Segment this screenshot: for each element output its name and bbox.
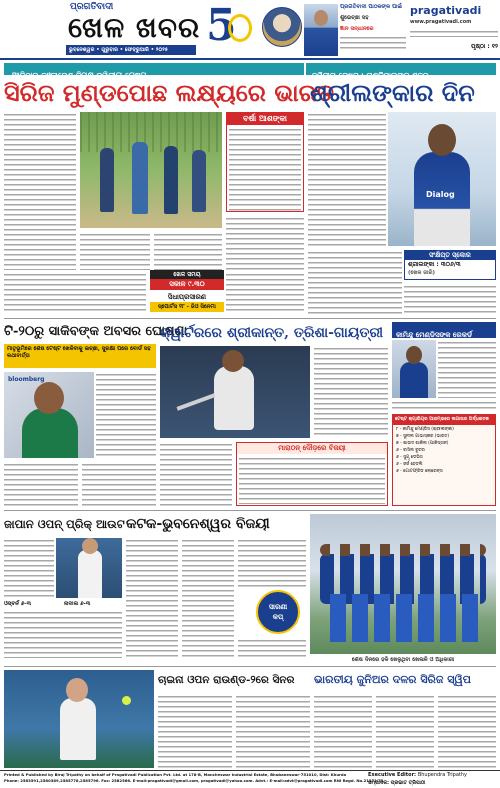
japan-body-col1 (4, 538, 54, 598)
cuttack-body-col3 (238, 538, 306, 588)
quote-box-copy (239, 456, 385, 504)
social-icons-strip (410, 29, 498, 37)
japan-player-head (82, 538, 98, 554)
japan-fixture2: ନାଦାଲ ୬-୩ (64, 601, 91, 607)
test-body-col4 (226, 216, 304, 270)
headline-record: କାମିନ୍ଦୁ ମେଣ୍ଡିସଙ୍କ ରେକର୍ଡ (396, 331, 473, 339)
test-body-col5 (4, 272, 146, 314)
divider-row3 (4, 666, 496, 667)
sl-player-head (428, 124, 456, 156)
test-body-col2 (80, 232, 150, 270)
masthead-ad (340, 4, 406, 54)
china-body-col1 (158, 694, 232, 768)
record-header (392, 322, 496, 338)
anniversary-emblem (202, 0, 258, 54)
sl-body-col3 (404, 284, 496, 314)
cuttack-body-col4 (238, 638, 306, 658)
test-body-col6 (226, 272, 304, 314)
sl-sponsor: Dialog (426, 190, 455, 199)
section-title: ଖେଳ ଖବର (68, 11, 201, 44)
scoreboard-box (404, 250, 496, 280)
shakib-subhead: ମାତୃଭୂମିରେ ଶେଷ ଟେଷ୍ଟ ଖେଳିବାକୁ ଇଚ୍ଛା, ସୁରକ୍ଷା ପରେ ବୋର୍ଡ ସହ କଥାବାର୍ତ୍ତା (7, 346, 151, 359)
quote-box-title: ମାରାଠନ୍ ଦୌଡ଼ରେ ବିଜୟୀ (237, 443, 387, 454)
player-figure-3 (164, 146, 178, 214)
player-figure-2 (132, 142, 148, 214)
ad-line3: ଜ୍ଞାନ ସନ୍ଧାନରେ (340, 26, 374, 32)
badminton-head (222, 350, 244, 372)
weather-box (226, 112, 304, 212)
hockey-team-photo (310, 514, 496, 654)
match-time-label: ଖେଳ ସମୟ (150, 270, 224, 279)
scoreboard-line1: ଶ୍ରୀଲଙ୍କା : ୩୦୬/୩ (408, 261, 461, 268)
weather-box-title: ବର୍ଷା ଆଶଙ୍କା (227, 113, 303, 125)
test-body-col1 (4, 112, 76, 270)
headline-japan: ଜାପାନ ଓପନ୍ ପ୍ରିକ୍ ଆଉଟ (4, 517, 125, 531)
record-row: ୬ - ଗୋଟଫ୍ରିଡ ଲୋରେନ୍ସ (396, 469, 443, 474)
player-figure-1 (100, 148, 114, 212)
sl-photo (388, 112, 496, 246)
shakib-body-col1 (96, 372, 156, 458)
editor-odia: ସମ୍ପାଦକ: ପ୍ରଭାତ ତ୍ରିପାଠୀ (368, 780, 426, 786)
logo-text: pragativadi (410, 4, 482, 17)
record-row: ୬ - ସୁଗୃ ଡେଭିସ (396, 455, 423, 460)
cuttack-body-col1 (126, 538, 178, 658)
headline-shakib: ଟି-୨୦ରୁ ସାକିବଙ୍କ ଅବସର ଘୋଷଣା (4, 324, 188, 339)
headline-china: ଚାଇନା ଓପନ ରାଉଣ୍ଡ-୨ରେ ସିନର (158, 674, 295, 686)
record-row: ୭ - ଶାଉଦ ଶାକିଲ (ପାକିସ୍ତାନ) (396, 441, 449, 446)
kicker-test-text: ଆଜିଠାରୁ ବାଂଲାଦେଶ ବିପକ୍ଷ ଦ୍ୱିତୀୟ ଟେଷ୍ଟ (12, 71, 147, 80)
record-row: ୮ - କାମିନ୍ଦୁ ମେଣ୍ଡିସ (ଶ୍ରୀଲଙ୍କା) (396, 427, 454, 432)
broadcast-label: ସିଧାପ୍ରସାରଣ (167, 293, 207, 301)
record-row: ୬ - ବାସିଲ ବୁଚର (396, 448, 425, 453)
record-photo (392, 340, 436, 398)
masthead-brand: ପ୍ରଗତିବାଦୀ (70, 2, 114, 12)
logo-url: www.pragativadi.com (410, 19, 472, 25)
sinner-body (60, 698, 96, 760)
shakib-body-col3 (82, 462, 156, 506)
sl-body-col1 (308, 112, 386, 246)
emblem-numeral: 5 (206, 0, 237, 51)
masthead-player-photo (304, 4, 338, 56)
shakib-head (34, 382, 64, 414)
japan-player (78, 550, 102, 598)
ad-line1: ପ୍ରଗତିବାଦୀ ପାଠକଙ୍କ ପାଇଁ (340, 4, 402, 10)
record-body-col1 (438, 340, 496, 398)
weather-box-copy (229, 127, 301, 211)
broadcast-box (150, 292, 224, 314)
net-shape (80, 112, 222, 152)
imprint-line1: Printed & Published by Biraj Tripathy on behalf of Pragativadi Publication Pvt. Ltd. at 178-B, Mancheswar Industrial Estate, Bhubaneswar-751010, Dist: Khurda (4, 772, 347, 777)
quarter-photo (160, 346, 310, 438)
broadcast-value: ସ୍ପୋର୍ଟସ ୧୮ - ଜିଓ ସିନେମା (150, 302, 224, 312)
record-player-body (400, 362, 428, 398)
record-row: ୬ - ଜର୍ଜ ହେଡଲି (396, 462, 423, 467)
editor-label (368, 772, 496, 778)
sinner-head (66, 678, 88, 702)
kicker-test (4, 63, 304, 80)
test-photo (80, 112, 222, 228)
masthead-date-bar (66, 45, 196, 55)
cup-badge-line2: କପ୍ (272, 613, 284, 621)
masthead-portrait-seal (262, 7, 302, 47)
junior-body-col3 (438, 694, 496, 768)
cup-badge (256, 590, 300, 634)
shakib-body-col2 (4, 462, 78, 506)
quarter-body-col1 (314, 346, 388, 438)
team-row-front (330, 594, 480, 642)
headline-sl: ଶ୍ରୀଲଙ୍କାର ଦିନ (310, 78, 475, 107)
tennis-ball (122, 696, 131, 705)
player-head-shape (314, 10, 328, 26)
test-body-col3 (154, 232, 222, 270)
racket-shape (177, 393, 216, 410)
record-body-col2 (392, 400, 496, 412)
japan-fixture1: ଓସ୍ବର୍ନ ୬-୩ (4, 601, 31, 607)
record-player-head (406, 346, 422, 364)
logo-block (410, 4, 498, 54)
shakib-photo (4, 372, 94, 458)
headline-cuttack: କଟକ-ଭୁବନେଶ୍ୱର ବିଜୟୀ (126, 516, 270, 532)
china-body-col2 (236, 694, 310, 768)
junior-body-col2 (376, 694, 434, 768)
footer (0, 770, 500, 788)
scoreboard-line2: (ଖେଳ ଜାରି) (408, 270, 436, 276)
cuttack-body-col2 (182, 538, 234, 658)
headline-junior: ଭାରତୀୟ ଜୁନିଅର ଦଳର ସିରିଜ ସ୍ୱିପ (314, 673, 471, 686)
record-table (392, 414, 496, 506)
badminton-player (214, 366, 254, 430)
team-heads (320, 544, 486, 556)
shakib-body (22, 408, 78, 458)
shakib-subhead-bar (4, 344, 156, 368)
kicker-sl-text: ଦ୍ୱିତୀୟ ଟେଷ୍ଟ : ଚାଣ୍ଡିମାଲଙ୍କ ଶତକ (312, 71, 429, 80)
sl-player-body (414, 152, 470, 246)
masthead (0, 0, 500, 60)
hockey-caption: ଶେଷ ଦିନରେ ହକି ଖେଳୁଥିବା ଖେଳାଳି ଓ ଅଧିକାରୀ (351, 657, 455, 663)
headline-quarter: କ୍ୱାର୍ଟରରେ ଶ୍ରୀକାନ୍ତ, ତ୍ରିଶା-ଗାୟତ୍ରୀ (160, 325, 384, 341)
cup-badge-line1: ସାରଣୀ (268, 603, 288, 611)
page-label: ପୃଷ୍ଠା : ୧୨ (471, 43, 498, 50)
match-time-value: ସକାଳ ୯.୩୦ (150, 279, 224, 290)
editor-name: Bhupendra Tripathy (417, 772, 467, 778)
japan-photo (56, 538, 122, 598)
ad-copy (340, 35, 406, 49)
editor-label-text: Executive Editor: (368, 772, 417, 778)
headline-test: ସିରିଜ ମୁଣ୍ଡପୋଛ ଲକ୍ଷ୍ୟରେ ଭାରତ (4, 78, 334, 107)
quote-box (236, 442, 388, 506)
ad-line2: ଶୁଭେଚ୍ଛା ସହ (340, 15, 369, 21)
match-time-box (150, 270, 224, 290)
shakib-sponsor: bloomberg (8, 376, 45, 383)
divider-row1 (4, 318, 496, 319)
quarter-body-col2 (160, 442, 232, 506)
sl-body-col2 (308, 250, 402, 314)
japan-body-col2 (4, 610, 122, 658)
divider-row2 (4, 510, 496, 511)
kicker-sl (306, 63, 496, 80)
record-row: ୭ - ସୁନୀଲ ଗାଭାସ୍କର (ଭାରତ) (396, 434, 450, 439)
record-table-title: ଟେଷ୍ଟ କ୍ୟାରିୟର ଆରମ୍ଭରେ ଲଗାତାର ଅର୍ଦ୍ଧଶତକ (393, 415, 495, 425)
player-figure-4 (192, 150, 206, 212)
scoreboard-title: ସଂକ୍ଷିପ୍ତ ସ୍କୋର (405, 251, 495, 260)
junior-body-col1 (314, 694, 372, 768)
emblem-ring (228, 14, 252, 42)
imprint-line2: Phone: 2583591,2580389,2585778,2585796. Fax: 2582566. E-mail:pragativadi@gmail.com, pragativadi@yahoo.com. Advt.: E-mail:advt@pragativadi.com RNI Regd. No.21271/73 (4, 778, 384, 783)
date-line: ଭୁବନେଶ୍ୱର • ଗୁରୁବାର • ଫେବ୍ରୁଆରି • ୨୦୨୫ (69, 47, 169, 53)
sinner-photo (4, 670, 154, 768)
